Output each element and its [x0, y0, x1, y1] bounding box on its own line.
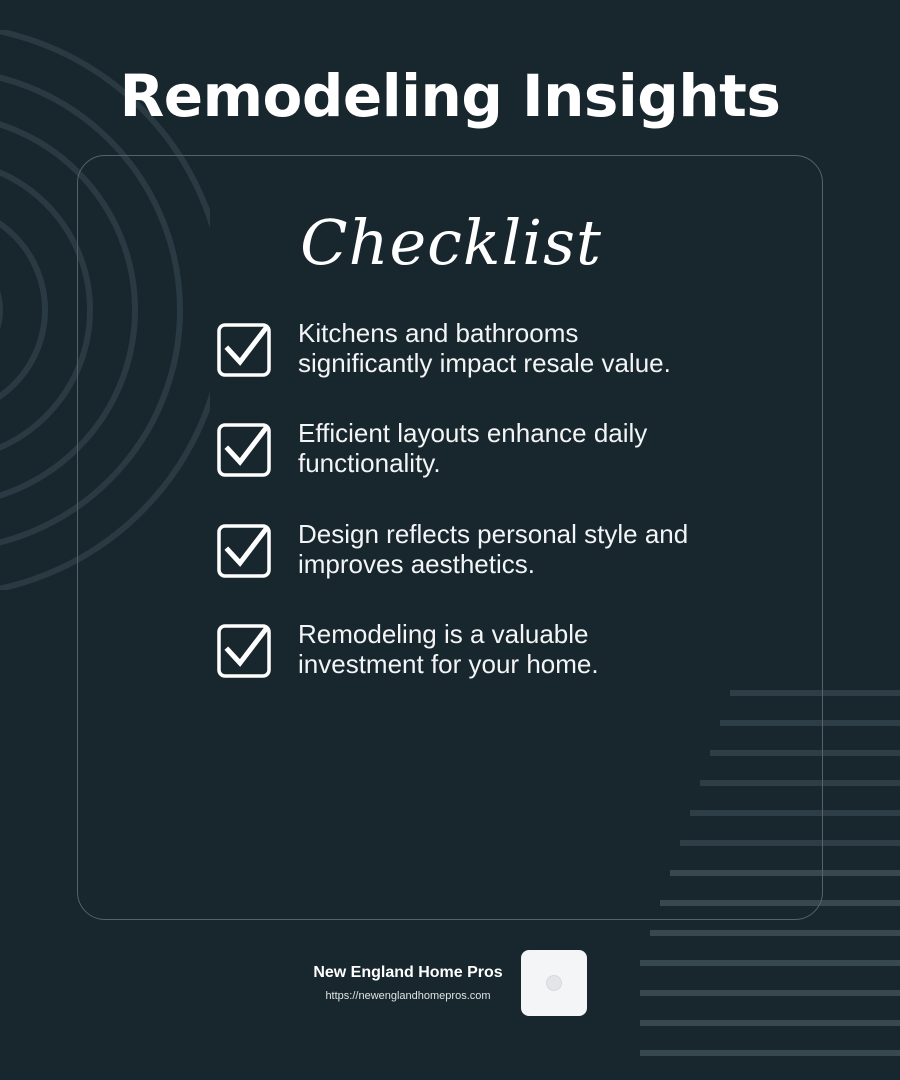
checklist-card — [77, 155, 823, 920]
company-logo-icon — [521, 950, 587, 1016]
brand-name: New England Home Pros — [313, 964, 503, 981]
footer — [0, 950, 900, 1016]
logo-mark — [546, 975, 562, 991]
website-url[interactable]: https://newenglandhomepros.com — [325, 990, 491, 1002]
list-item-label: Remodeling is a valuable investment for your home. — [298, 618, 599, 680]
checkbox-checked-icon — [216, 523, 272, 579]
list-item — [216, 316, 776, 378]
list-item-label: Kitchens and bathrooms significantly impact resale value. — [298, 318, 671, 379]
checkbox-checked-icon — [216, 322, 272, 378]
page-title: Remodeling Insights — [119, 62, 781, 130]
list-item-label: Design reflects personal style and improves aesthetics. — [298, 518, 689, 579]
checkbox-checked-icon — [216, 422, 272, 478]
list-item — [216, 617, 776, 679]
list-item — [216, 416, 776, 478]
list-item — [216, 517, 776, 579]
list-item-label: Efficient layouts enhance daily functionality. — [298, 418, 648, 479]
checkbox-checked-icon — [216, 623, 272, 679]
card-heading: Checklist — [300, 206, 602, 279]
checklist-items — [216, 316, 776, 679]
footer-text-block — [313, 964, 502, 1002]
